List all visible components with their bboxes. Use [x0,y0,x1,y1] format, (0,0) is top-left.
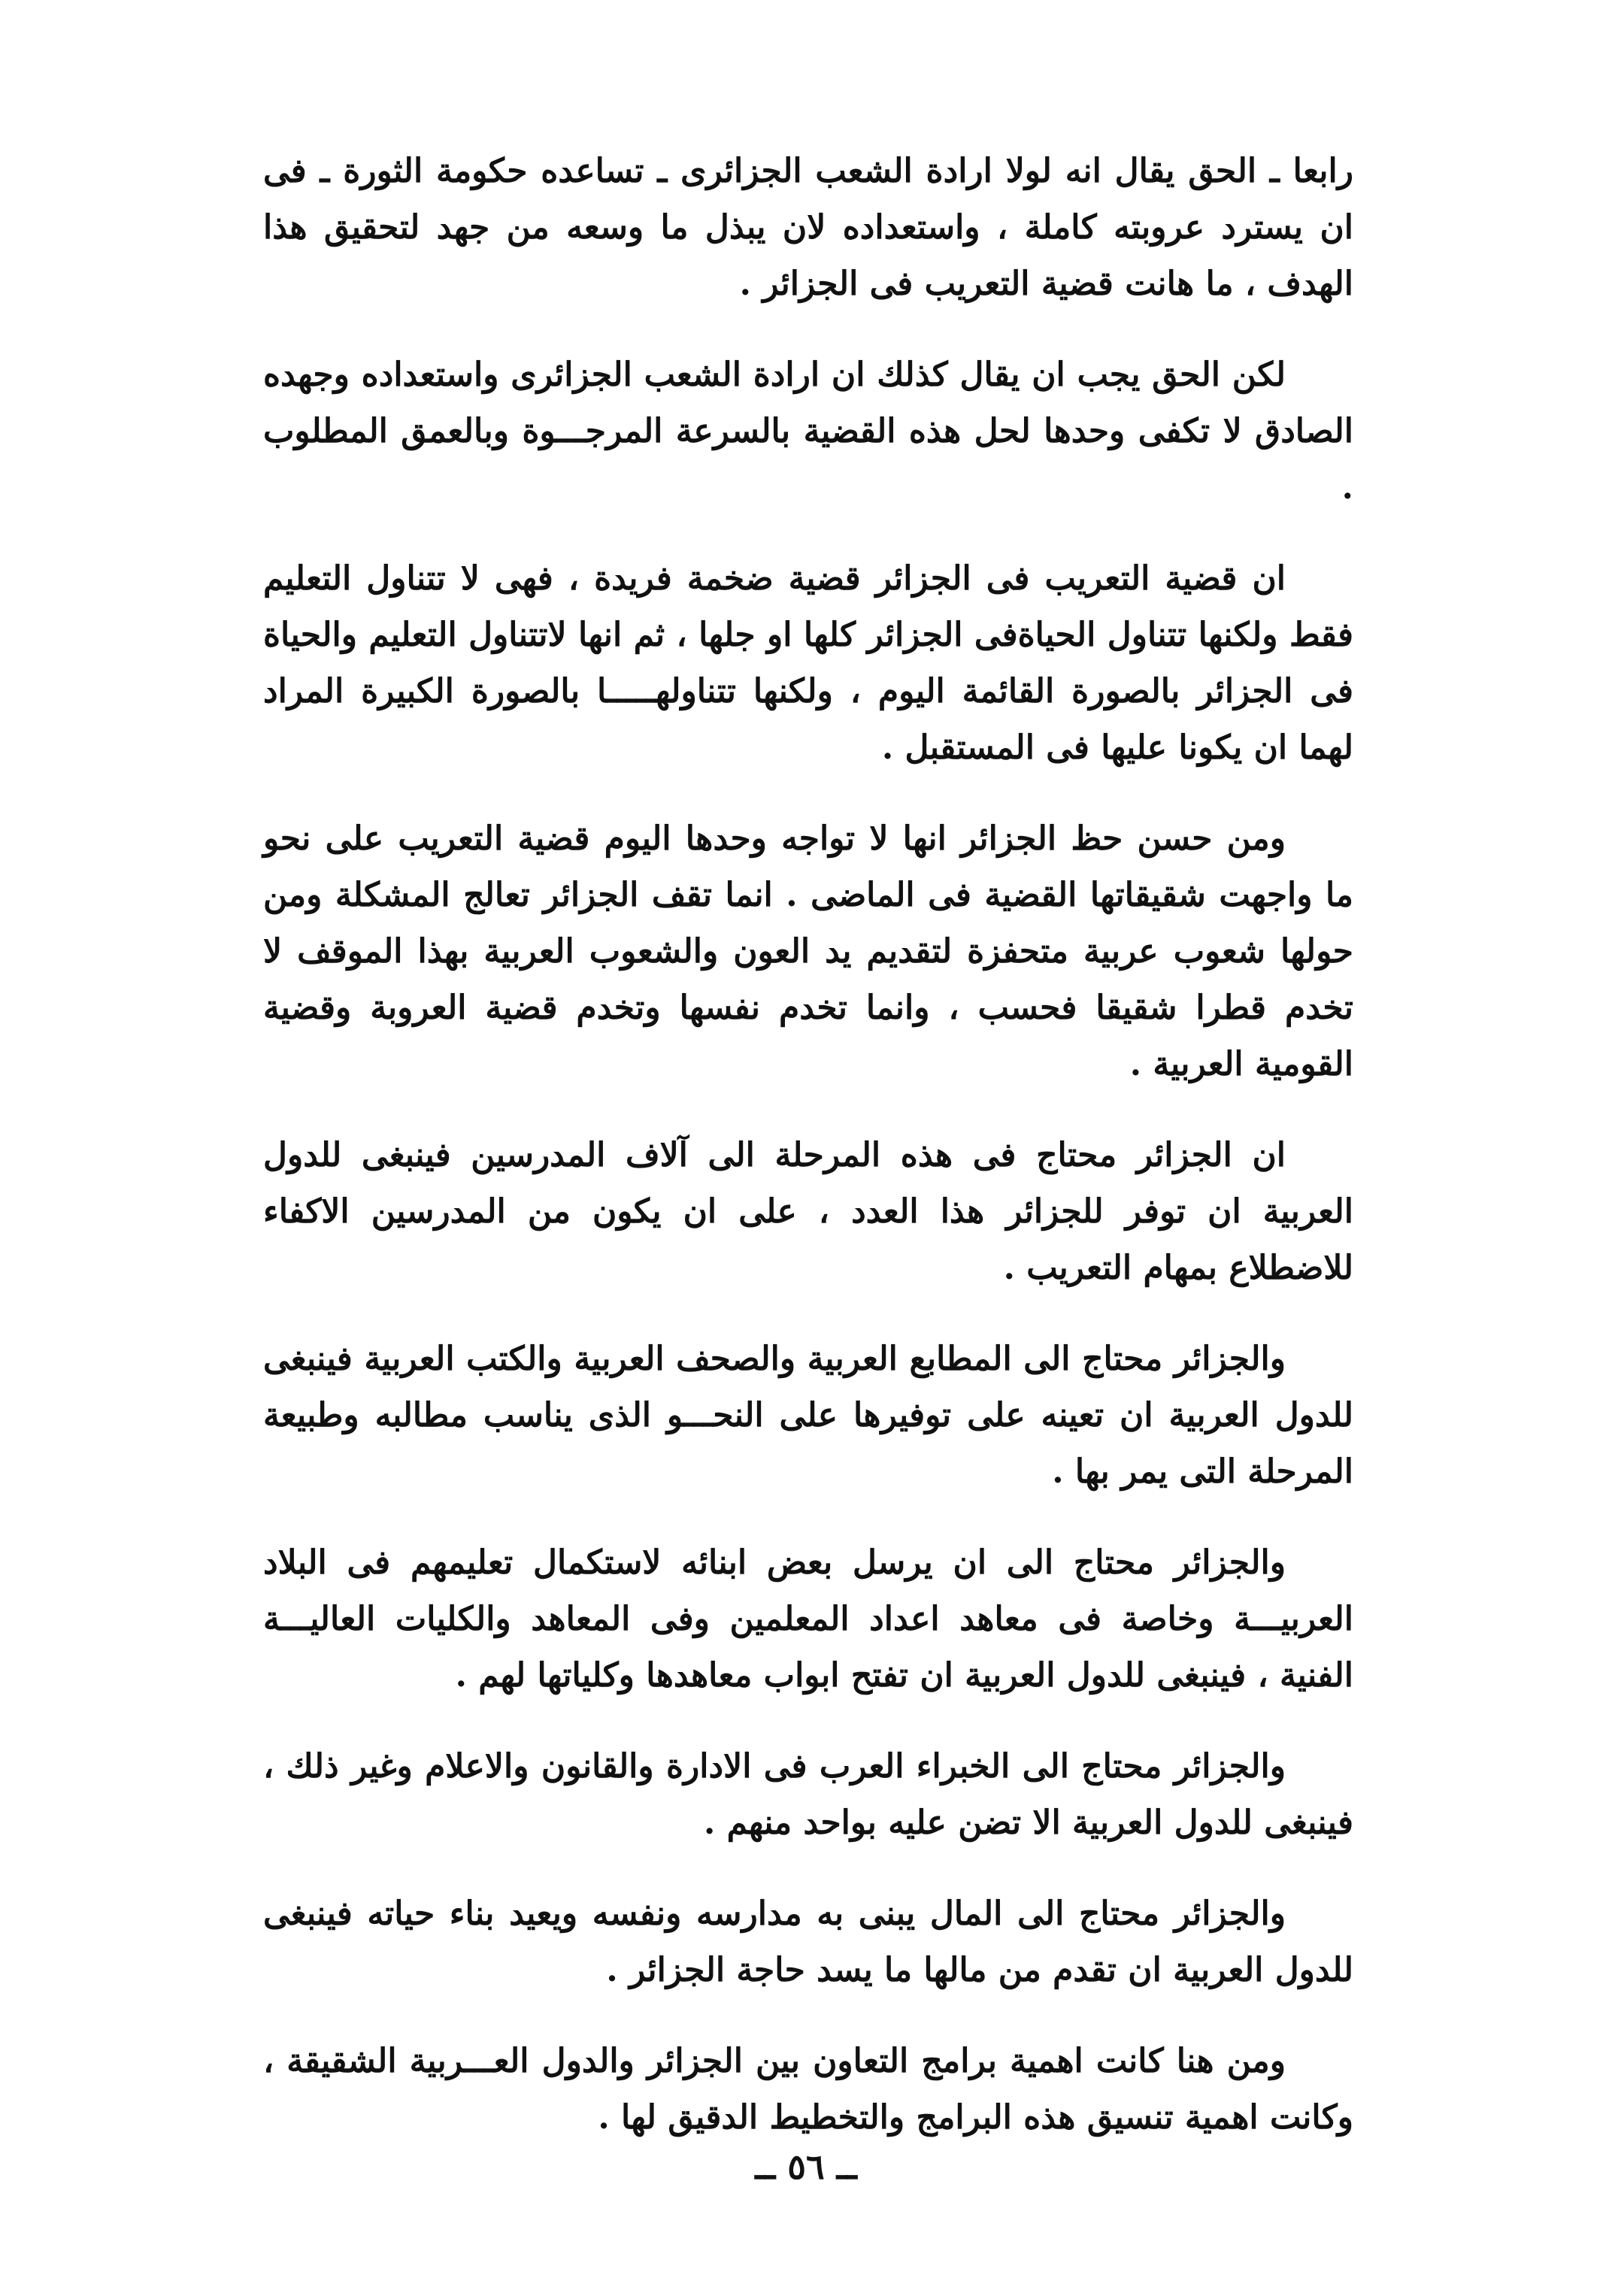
paragraph-text: الحق يقال انه لولا ارادة الشعب الجزائرى ـ تساعده حكومة الثورة ـ فى ان يسترد عروبته كاملة ، واستعداده لان يبذل ما وسعه من جهد لتحقيق هذا الهدف ، ما هانت قضية التعريب فى الجزائر . [263,152,1353,303]
paragraph-6 [263,1331,1353,1500]
paragraph-text: ان الجزائر محتاج فى هذه المرحلة الى آلاف المدرسين فينبغى للدول العربية ان توفر للجزائر هذا العدد ، على ان يكون من المدرسين الاكفاء للاضطلاع بمهام التعريب . [263,1136,1353,1287]
paragraph-text: والجزائر محتاج الى ان يرسل بعض ابنائه لاستكمال تعليمهم فى البلاد العربيـــة وخاصة فى معاهد اعداد المعلمين وفى المعاهد والكليات العاليـــة الفنية ، فينبغى للدول العربية ان تفتح ابواب معاهدها وكلياتها لهم . [263,1543,1353,1695]
paragraph-5 [263,1127,1353,1296]
paragraph-text: لكن الحق يجب ان يقال كذلك ان ارادة الشعب الجزائرى واستعداده وجهده الصادق لا تكفى وحدها لحل هذه القضية بالسرعة المرجـــوة وبالعمق المطلوب . [263,356,1353,507]
paragraph-9 [263,1886,1353,1998]
page-number: ــ ٥٦ ــ [755,2146,857,2187]
paragraph-4 [263,810,1353,1092]
paragraph-1 [263,143,1353,312]
paragraph-text: ومن هنا كانت اهمية برامج التعاون بين الجزائر والدول العـــربية الشقيقة ، وكانت اهمية تنسيق هذه البرامج والتخطيط الدقيق لها . [263,2042,1353,2137]
paragraph-text: والجزائر محتاج الى الخبراء العرب فى الادارة والقانون والاعلام وغير ذلك ، فينبغى للدول العربية الا تضن عليه بواحد منهم . [263,1747,1353,1842]
paragraph-8 [263,1738,1353,1851]
paragraph-lead: رابعا ـ [1269,152,1353,190]
paragraph-text: والجزائر محتاج الى المال يبنى به مدارسه ونفسه ويعيد بناء حياته فينبغى للدول العربية ان تقدم من مالها ما يسد حاجة الجزائر . [263,1895,1353,1989]
paragraph-text: ومن حسن حظ الجزائر انها لا تواجه وحدها اليوم قضية التعريب على نحو ما واجهت شقيقاتها القضية فى الماضى . انما تقف الجزائر تعالج المشكلة ومن حولها شعوب عربية متحفزة لتقديم يد العون والشعوب العربية بهذا الموقف لا تخدم قطرا شقيقا فحسب ، وانما تخدم نفسها وتخدم قضية العروبة وقضية القومية العربية . [263,819,1353,1083]
paragraph-text: ان قضية التعريب فى الجزائر قضية ضخمة فريدة ، فهى لا تتناول التعليم فقط ولكنها تتناول الحياةفى الجزائر كلها او جلها ، ثم انها لاتتناول التعليم والحياة فى الجزائر بالصورة القائمة اليوم ، ولكنها تتناولهـــــا بالصورة الكبيرة المراد لهما ان يكونا عليها فى المستقبل . [263,559,1353,767]
paragraph-7 [263,1534,1353,1704]
paragraph-10 [263,2033,1353,2146]
paragraph-text: والجزائر محتاج الى المطابع العربية والصحف العربية والكتب العربية فينبغى للدول العربية ان تعينه على توفيرها على النحـــو الذى يناسب مطالبه وطبيعة المرحلة التى يمر بها . [263,1340,1353,1491]
paragraph-2 [263,347,1353,516]
page-body [263,143,1353,2180]
paragraph-3 [263,550,1353,776]
